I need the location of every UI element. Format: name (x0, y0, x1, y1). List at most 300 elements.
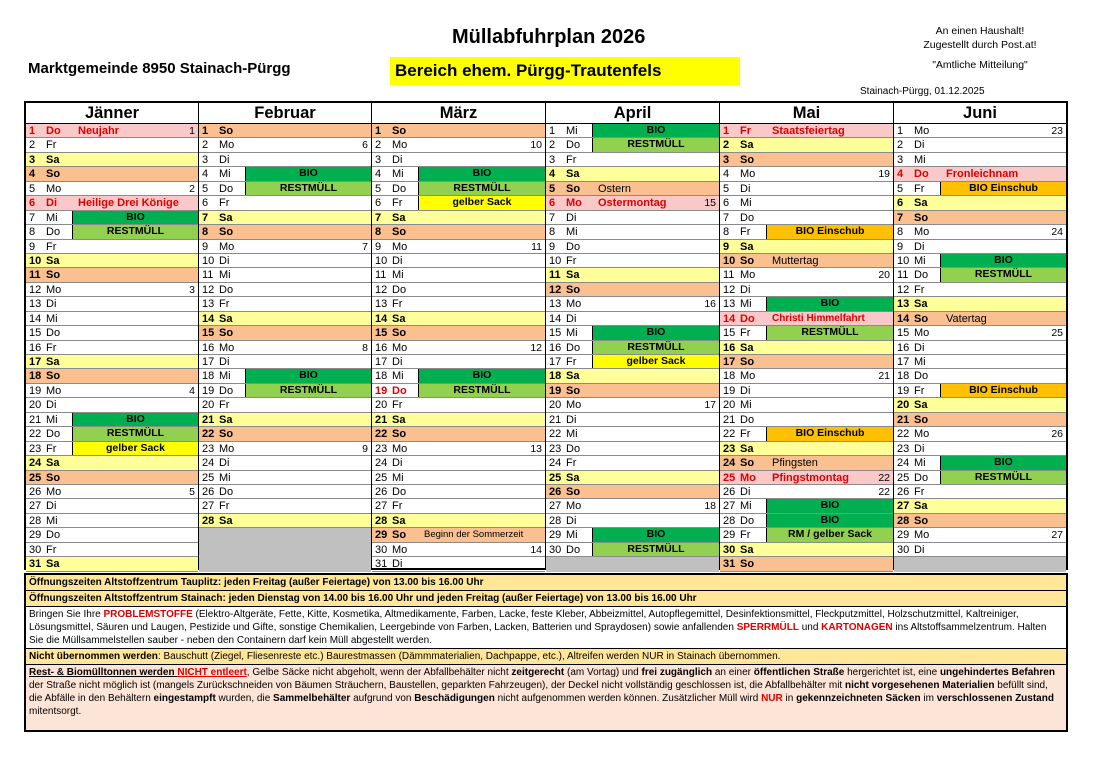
day-number: 12 (29, 283, 42, 296)
weekday: Mi (219, 269, 231, 282)
day-row (894, 427, 1066, 441)
day-number: 26 (549, 485, 562, 498)
day-row (26, 485, 198, 499)
day-number: 8 (375, 226, 382, 239)
day-number: 24 (29, 457, 42, 470)
day-number: 19 (375, 384, 388, 397)
day-row (26, 326, 198, 340)
day-row (199, 398, 371, 412)
household-line-2: Zugestellt durch Post.at! (923, 39, 1037, 51)
collection-tag: BIO (940, 456, 1066, 469)
day-row (372, 341, 545, 355)
day-row (199, 182, 371, 196)
weekday: Do (46, 428, 61, 441)
day-row (894, 485, 1066, 499)
day-row (546, 442, 719, 456)
weekday: Di (740, 182, 751, 195)
dateline: Stainach-Pürgg, 01.12.2025 (860, 86, 985, 97)
day-row (199, 138, 371, 152)
day-number: 25 (549, 471, 562, 484)
collection-tag: BIO (72, 211, 198, 224)
weekday: Sa (566, 370, 580, 383)
day-row (199, 442, 371, 456)
weekday: So (566, 384, 581, 397)
weekday: Mo (914, 327, 930, 340)
day-row (199, 312, 371, 326)
collection-tag: RESTMÜLL (592, 341, 719, 354)
day-number: 17 (202, 356, 215, 368)
weekday: Mo (392, 341, 408, 354)
weekday: Fr (46, 240, 57, 253)
day-row (199, 355, 371, 369)
weekday: Mi (392, 471, 404, 484)
collection-tag: RESTMÜLL (940, 268, 1066, 281)
day-number: 30 (723, 543, 736, 556)
day-row (546, 456, 719, 470)
day-row (546, 312, 719, 326)
day-number: 20 (549, 399, 562, 412)
day-row (199, 369, 371, 383)
day-row (26, 499, 198, 513)
day-number: 28 (202, 514, 215, 527)
day-number: 15 (375, 327, 388, 340)
weekday: Sa (740, 543, 754, 556)
day-row (199, 427, 371, 441)
weekday: Di (219, 457, 230, 470)
day-row (720, 398, 893, 412)
day-number: 18 (897, 370, 910, 383)
day-row (720, 341, 893, 355)
day-row (894, 283, 1066, 297)
day-row (894, 471, 1066, 485)
day-number: 18 (549, 370, 562, 383)
day-row (26, 167, 198, 181)
collection-tag: BIO (592, 528, 719, 541)
day-number: 19 (549, 384, 562, 397)
weekday: Fr (46, 341, 57, 354)
event-label: Beginn der Sommerzeit (424, 529, 524, 541)
collection-tag: BIO Einschub (940, 182, 1066, 195)
empty-day-cell (546, 557, 719, 571)
weekday: Do (914, 471, 929, 484)
collection-tag: RESTMÜLL (418, 182, 545, 195)
empty-day-cell (199, 557, 371, 571)
day-row (372, 471, 545, 485)
day-row (546, 196, 719, 210)
weekday: Sa (566, 168, 580, 181)
weekday: Sa (46, 254, 60, 267)
weekday: Fr (219, 399, 230, 412)
day-row (546, 499, 719, 513)
day-row (199, 283, 371, 297)
month-header: Mai (720, 103, 893, 124)
day-row (894, 456, 1066, 470)
weekday: Di (392, 153, 403, 166)
page-title: Müllabfuhrplan 2026 (452, 26, 646, 48)
weekday: Di (392, 356, 403, 368)
day-number: 7 (723, 211, 730, 224)
weekday: Sa (740, 139, 754, 152)
info-problemstoffe: Bringen Sie Ihre PROBLEMSTOFFE (Elektro-Altgeräte, Fette, Kitte, Kosmetika, Altmedikamente, Farben, Lacke, feste Kleber, Abbeizmittel, Autopflegemittel, Desinfektionsmittel, Fleckputzmittel, Holzschutzmittel, Kaltreiniger, Lösungsmittel, Säuren und Laugen, Pestizide und Gifte, sonstige Chemikalien, Leergebinde von Farben, Lacken, Batterien und Spraydosen) sowie anfallenden SPERRMÜLL und KARTONAGEN ins Altstoffsammelzentrum. Halten Sie die Müllsammelstellen sauber - neben den Containern darf kein Müll abgestellt werden. (26, 607, 1066, 649)
event-label: Staatsfeiertag (772, 125, 845, 137)
weekday: Sa (740, 341, 754, 354)
day-row (26, 283, 198, 297)
weekday: Sa (392, 413, 406, 426)
day-row (720, 442, 893, 456)
day-number: 10 (202, 254, 215, 267)
weekday: Mi (914, 356, 926, 368)
collection-tag: BIO (766, 499, 893, 512)
month-column (199, 103, 372, 568)
day-row (546, 485, 719, 499)
weekday: Sa (219, 211, 233, 224)
day-number: 13 (29, 298, 42, 311)
weekday: Mo (740, 370, 756, 383)
day-number: 25 (897, 471, 910, 484)
collection-tag: BIO (766, 514, 893, 527)
weekday: Do (46, 327, 61, 340)
collection-tag: BIO (245, 167, 371, 180)
week-number: 18 (704, 500, 716, 513)
day-number: 20 (29, 399, 42, 412)
weekday: Mi (740, 500, 752, 513)
weekday: Mi (566, 125, 578, 137)
month-header: März (372, 103, 545, 124)
day-number: 6 (375, 197, 382, 210)
day-row (372, 369, 545, 383)
day-number: 8 (549, 226, 556, 239)
collection-tag: RESTMÜLL (72, 225, 198, 238)
week-number: 3 (189, 283, 195, 296)
weekday: Fr (566, 153, 577, 166)
day-row (720, 225, 893, 239)
day-row (26, 398, 198, 412)
day-number: 25 (375, 471, 388, 484)
day-row (720, 153, 893, 167)
day-row (26, 124, 198, 138)
day-row (720, 369, 893, 383)
day-row (894, 312, 1066, 326)
weekday: Do (46, 125, 61, 137)
week-number: 13 (530, 442, 542, 455)
day-row (546, 326, 719, 340)
day-number: 19 (723, 384, 736, 397)
day-row (720, 297, 893, 311)
collection-tag: gelber Sack (418, 196, 545, 209)
info-tauplitz: Öffnungszeiten Altstoffzentrum Tauplitz: jeden Freitag (außer Feiertage) von 13.00 bis 16.00 Uhr (26, 575, 1066, 591)
weekday: Mi (46, 514, 58, 527)
collection-tag: BIO Einschub (766, 225, 893, 238)
collection-tag: BIO (766, 297, 893, 310)
day-row (26, 456, 198, 470)
weekday: Sa (392, 514, 406, 527)
day-row (26, 297, 198, 311)
day-row (26, 471, 198, 485)
collection-tag: BIO (940, 254, 1066, 267)
weekday: Mi (46, 211, 58, 224)
event-label: Ostern (598, 182, 632, 195)
weekday: Mo (46, 182, 62, 195)
day-row (546, 369, 719, 383)
day-number: 8 (723, 226, 730, 239)
empty-day-cell (199, 543, 371, 557)
weekday: Sa (392, 211, 406, 224)
day-number: 29 (549, 529, 562, 542)
day-number: 16 (897, 341, 910, 354)
weekday: Mo (46, 485, 62, 498)
day-row (894, 442, 1066, 456)
weekday: Fr (392, 197, 403, 210)
day-number: 21 (897, 413, 910, 426)
day-number: 11 (897, 269, 909, 282)
weekday: So (392, 226, 407, 239)
weekday: So (566, 485, 581, 498)
collection-tag: gelber Sack (592, 355, 719, 368)
weekday: Fr (740, 327, 751, 340)
day-row (26, 268, 198, 282)
day-row (26, 138, 198, 152)
day-number: 31 (375, 558, 388, 571)
weekday: Mi (219, 471, 231, 484)
weekday: Mi (740, 298, 752, 311)
day-row (372, 355, 545, 369)
day-row (546, 182, 719, 196)
week-number: 21 (878, 370, 890, 383)
day-number: 9 (723, 240, 730, 253)
day-number: 20 (375, 399, 388, 412)
day-row (26, 543, 198, 557)
day-row (26, 254, 198, 268)
day-row (894, 153, 1066, 167)
weekday: Fr (914, 182, 925, 195)
collection-tag: BIO Einschub (940, 384, 1066, 397)
weekday: So (914, 312, 929, 325)
day-row (546, 514, 719, 528)
weekday: Fr (392, 298, 403, 311)
day-number: 5 (723, 182, 730, 195)
weekday: Do (219, 182, 234, 195)
day-row (720, 240, 893, 254)
weekday: So (392, 529, 407, 542)
weekday: Mi (914, 153, 926, 166)
day-number: 1 (897, 125, 904, 137)
day-number: 12 (549, 283, 562, 296)
day-number: 16 (375, 341, 388, 354)
collection-tag: RESTMÜLL (940, 471, 1066, 484)
day-row (720, 485, 893, 499)
day-row (894, 543, 1066, 557)
week-number: 5 (189, 485, 195, 498)
day-number: 7 (202, 211, 209, 224)
day-number: 19 (202, 384, 215, 397)
weekday: Do (392, 384, 407, 397)
weekday: Fr (740, 226, 751, 239)
day-number: 5 (375, 182, 382, 195)
weekday: Sa (740, 442, 754, 455)
day-number: 11 (202, 269, 214, 282)
day-number: 22 (897, 428, 910, 441)
day-number: 23 (29, 442, 42, 455)
day-number: 11 (375, 269, 387, 282)
day-number: 10 (29, 254, 42, 267)
weekday: Mo (914, 125, 930, 137)
day-number: 27 (202, 500, 215, 513)
week-number: 22 (878, 471, 890, 484)
weekday: Do (392, 485, 407, 498)
week-number: 17 (704, 399, 716, 412)
weekday: Mi (46, 413, 58, 426)
weekday: Di (740, 283, 751, 296)
day-number: 15 (897, 327, 910, 340)
day-row (546, 268, 719, 282)
weekday: Mo (566, 298, 582, 311)
weekday: Do (46, 226, 61, 239)
info-box (24, 573, 1068, 732)
day-number: 19 (29, 384, 42, 397)
weekday: Mo (566, 399, 582, 412)
day-row (720, 499, 893, 513)
month-column (26, 103, 199, 571)
day-number: 7 (375, 211, 382, 224)
weekday: Sa (46, 356, 60, 368)
day-number: 30 (549, 543, 562, 556)
day-number: 28 (375, 514, 388, 527)
weekday: So (740, 558, 755, 571)
weekday: Do (219, 283, 234, 296)
day-row (546, 138, 719, 152)
day-number: 4 (549, 168, 556, 181)
week-number: 20 (878, 269, 890, 282)
day-row (894, 499, 1066, 513)
weekday: So (740, 153, 755, 166)
weekday: Mi (566, 428, 578, 441)
weekday: Mi (740, 197, 752, 210)
day-row (372, 240, 545, 254)
month-header: Juni (894, 103, 1066, 124)
day-number: 20 (723, 399, 736, 412)
weekday: So (219, 226, 234, 239)
day-row (199, 225, 371, 239)
day-row (26, 557, 198, 571)
day-row (372, 499, 545, 513)
collection-tag: RESTMÜLL (72, 427, 198, 440)
month-header: Februar (199, 103, 371, 124)
day-row (372, 124, 545, 138)
collection-tag: RESTMÜLL (592, 138, 719, 151)
day-number: 28 (549, 514, 562, 527)
day-row (546, 225, 719, 239)
weekday: Di (566, 514, 577, 527)
day-row (199, 240, 371, 254)
weekday: Di (566, 312, 577, 325)
day-number: 19 (897, 384, 910, 397)
day-row (372, 153, 545, 167)
day-number: 13 (549, 298, 562, 311)
week-number: 4 (189, 384, 195, 397)
event-label: Pfingsten (772, 457, 818, 470)
day-number: 28 (29, 514, 42, 527)
day-number: 18 (723, 370, 736, 383)
day-number: 8 (29, 226, 36, 239)
day-row (720, 124, 893, 138)
day-number: 29 (723, 529, 736, 542)
weekday: Fr (914, 283, 925, 296)
week-number: 19 (878, 168, 890, 181)
weekday: Do (46, 529, 61, 542)
week-number: 14 (530, 543, 542, 556)
day-row (720, 557, 893, 571)
weekday: Fr (566, 254, 577, 267)
day-row (199, 514, 371, 528)
day-row (26, 196, 198, 210)
day-number: 3 (375, 153, 382, 166)
day-number: 26 (29, 485, 42, 498)
month-column (720, 103, 894, 571)
weekday: So (914, 413, 929, 426)
weekday: Mi (566, 327, 578, 340)
day-number: 5 (897, 182, 904, 195)
collection-tag: RESTMÜLL (245, 182, 371, 195)
day-number: 3 (723, 153, 730, 166)
weekday: So (219, 327, 234, 340)
week-number: 9 (362, 442, 368, 455)
day-row (26, 355, 198, 369)
day-row (894, 196, 1066, 210)
weekday: Sa (219, 413, 233, 426)
day-number: 13 (202, 298, 215, 311)
weekday: Di (392, 558, 403, 571)
day-number: 28 (723, 514, 736, 527)
day-row (372, 543, 545, 557)
day-number: 4 (375, 168, 382, 181)
weekday: Sa (46, 457, 60, 470)
day-row (894, 297, 1066, 311)
day-row (720, 427, 893, 441)
day-number: 22 (375, 428, 388, 441)
weekday: Mo (392, 543, 408, 556)
day-number: 6 (549, 197, 556, 210)
day-row (372, 442, 545, 456)
weekday: So (392, 327, 407, 340)
day-row (894, 240, 1066, 254)
weekday: Mo (219, 341, 235, 354)
day-row (199, 196, 371, 210)
day-row (372, 167, 545, 181)
weekday: Di (46, 500, 57, 513)
day-number: 9 (897, 240, 904, 253)
day-number: 23 (375, 442, 388, 455)
day-row (894, 138, 1066, 152)
week-number: 24 (1051, 226, 1063, 239)
weekday: Sa (46, 558, 60, 571)
day-number: 22 (202, 428, 215, 441)
day-number: 12 (375, 283, 388, 296)
day-row (372, 297, 545, 311)
weekday: So (566, 283, 581, 296)
day-row (720, 312, 893, 326)
day-row (894, 268, 1066, 282)
day-row (199, 341, 371, 355)
weekday: Mo (566, 500, 582, 513)
day-number: 1 (202, 125, 209, 137)
weekday: Mo (914, 428, 930, 441)
day-row (720, 471, 893, 485)
day-number: 6 (29, 197, 36, 210)
day-number: 30 (29, 543, 42, 556)
weekday: Fr (46, 543, 57, 556)
weekday: Di (46, 197, 57, 210)
month-column (372, 103, 546, 571)
